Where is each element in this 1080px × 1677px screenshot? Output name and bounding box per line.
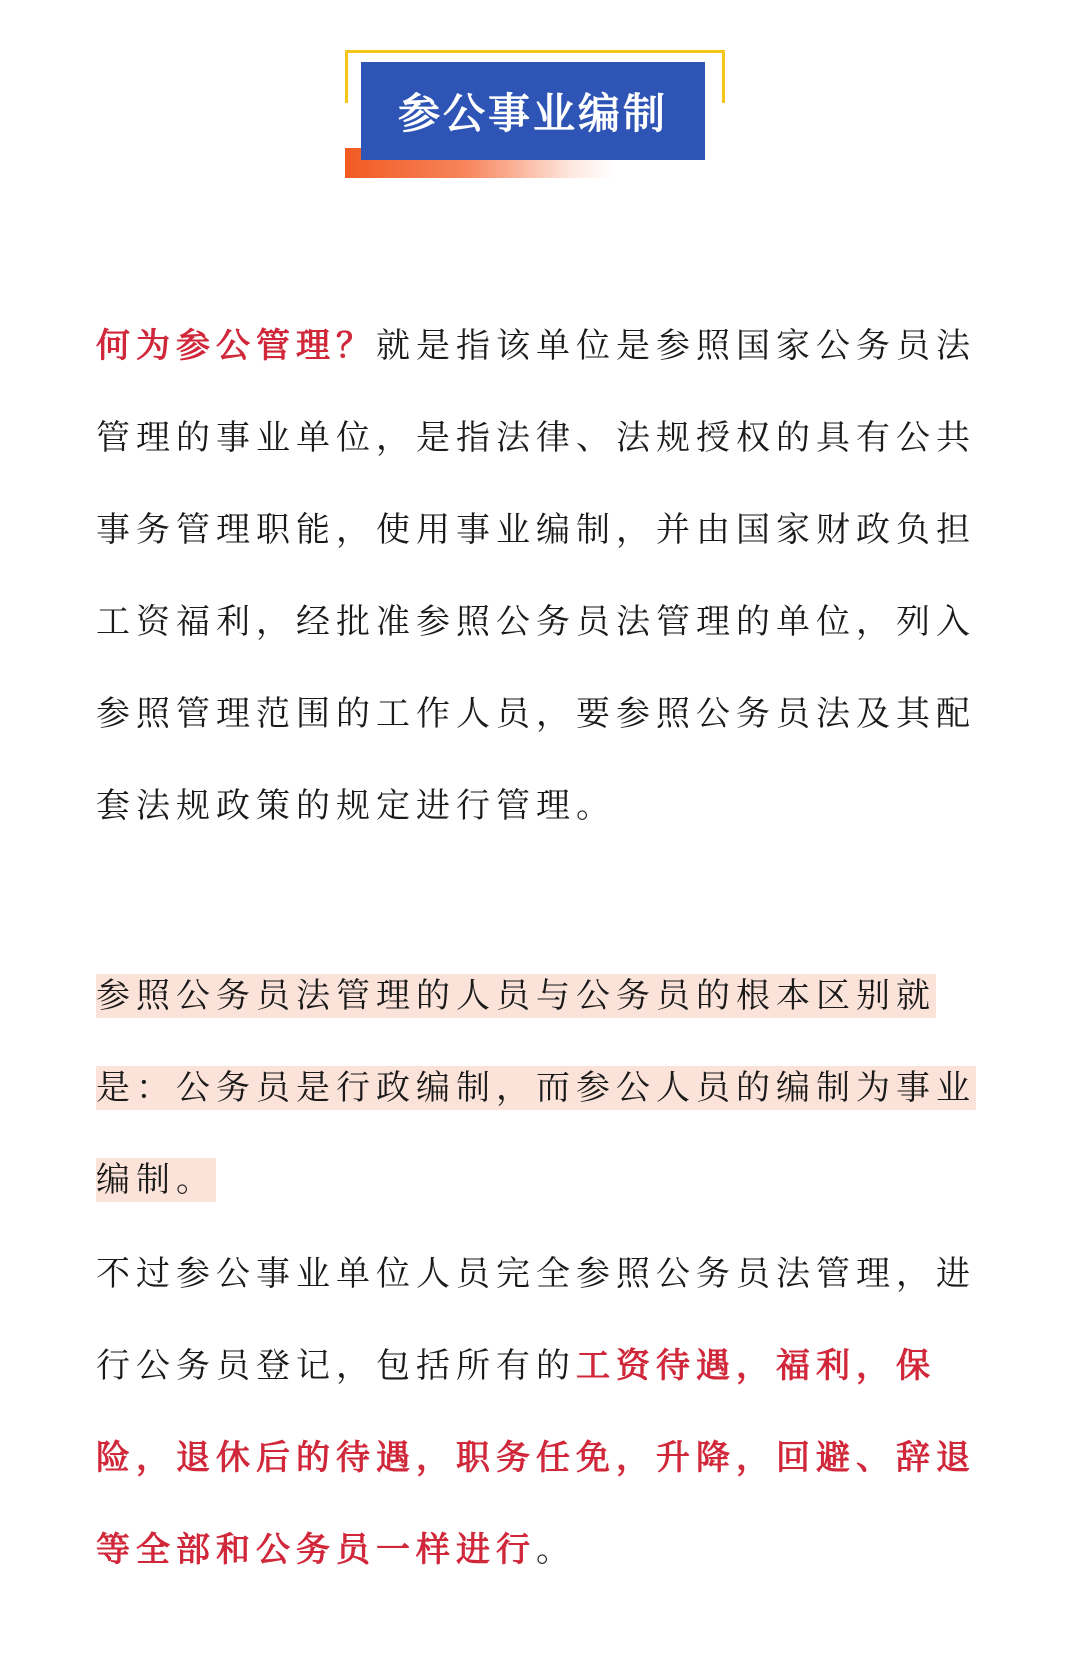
- paragraph-benefits: [96, 1228, 976, 1596]
- benefits-end-text: 。: [536, 1530, 576, 1570]
- definition-text: 就是指该单位是参照国家公务员法管理的事业单位，是指法律、法规授权的具有公共事务管理职能，使用事业编制，并由国家财政负担工资福利，经批准参照公务员法管理的单位，列入参照管理范围的工作人员，要参照公务员法及其配套法规政策的规定进行管理。: [96, 326, 976, 826]
- benefits-intro-text: 不过参公事业单位人员完全参照公务员法管理，进行公务员登记，包括所有的: [96, 1254, 976, 1386]
- title-banner: [345, 50, 725, 180]
- paragraph-definition: [96, 300, 976, 852]
- paragraph-difference: [96, 950, 976, 1226]
- question-heading: 何为参公管理？: [96, 326, 376, 366]
- highlighted-difference-text: 参照公务员法管理的人员与公务员的根本区别就是：公务员是行政编制，而参公人员的编制为事业编制。: [96, 976, 976, 1200]
- page-title: 参公事业编制: [397, 89, 668, 138]
- title-box: [361, 62, 705, 160]
- benefits-emphasis-text: 工资待遇，福利，保险，退休后的待遇，职务任免，升降，回避、辞退等全部和公务员一样进行: [96, 1346, 976, 1570]
